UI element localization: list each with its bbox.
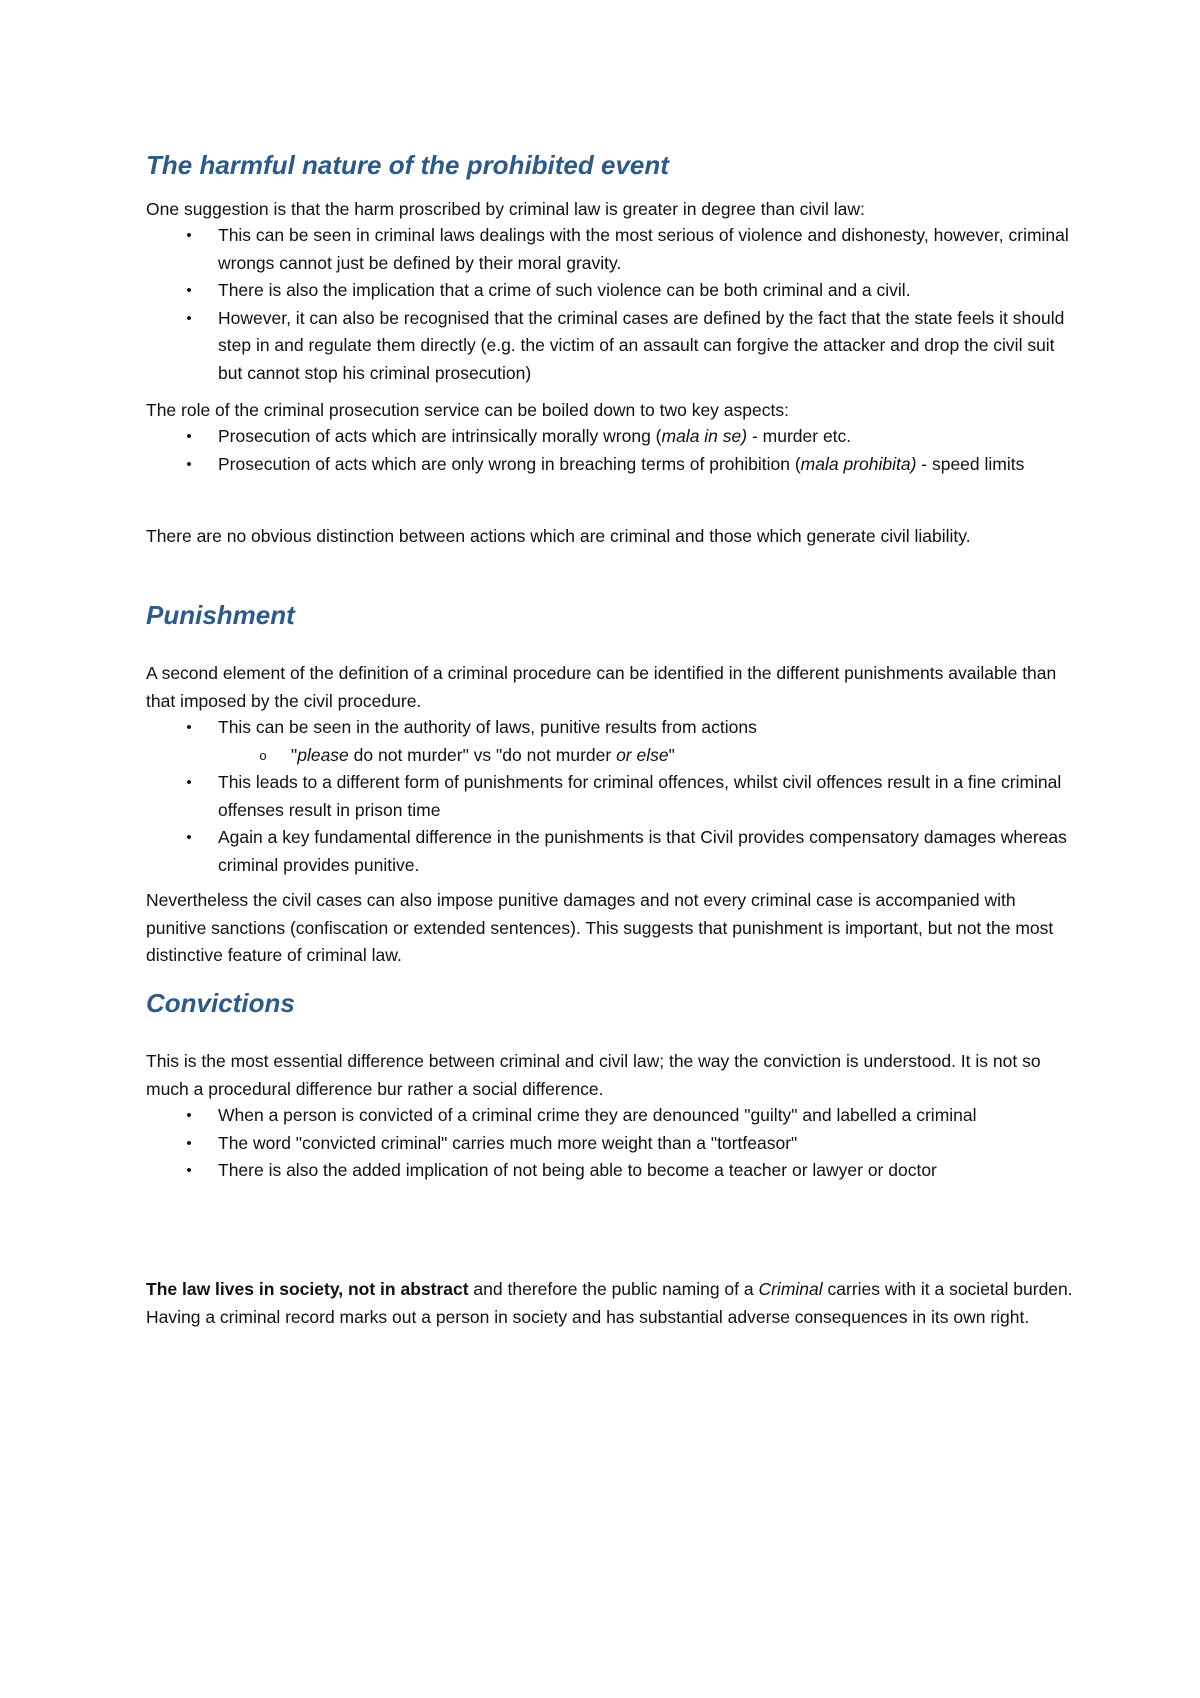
list-item: • Prosecution of acts which are intrinsically morally wrong (mala in se) - murder etc. — [146, 423, 1076, 451]
paragraph: A second element of the definition of a criminal procedure can be identified in the different punishments available than that imposed by the civil procedure. — [146, 663, 1057, 711]
list-item: • This leads to a different form of punishments for criminal offences, whilst civil offences result in a fine criminal offenses result in prison time — [146, 769, 1076, 824]
bullet-icon: • — [186, 227, 192, 244]
section-heading-harm: The harmful nature of the prohibited event — [146, 150, 669, 180]
section-heading-convictions: Convictions — [146, 988, 295, 1018]
bullet-icon: • — [186, 1107, 192, 1124]
bullet-icon: • — [186, 719, 192, 736]
bullet-icon: • — [186, 309, 192, 327]
list-item: • The word "convicted criminal" carries much more weight than a "tortfeasor" — [146, 1130, 1076, 1158]
bullet-icon: • — [186, 1134, 192, 1152]
paragraph: This is the most essential difference between criminal and civil law; the way the conviction is understood. It is not so much a procedural difference bur rather a social difference. — [146, 1051, 1041, 1099]
list-item: • However, it can also be recognised that the criminal cases are defined by the fact that the state feels it should step in and regulate them directly (e.g. the victim of an assault can forgive the attacker and drop the civil suit but cannot stop his criminal prosecution) — [146, 305, 1076, 388]
paragraph: There are no obvious distinction between actions which are criminal and those which generate civil liability. — [146, 526, 971, 546]
list-item: • Again a key fundamental difference in the punishments is that Civil provides compensatory damages whereas criminal provides punitive. — [146, 824, 1076, 879]
list-item: • This can be seen in the authority of laws, punitive results from actions — [146, 714, 1076, 742]
sub-list-item: o "please do not murder" vs "do not murder or else" — [146, 742, 1076, 770]
bullet-icon: • — [186, 282, 192, 299]
bullet-icon: • — [186, 1162, 192, 1179]
closing-paragraph: The law lives in society, not in abstract and therefore the public naming of a Criminal carries with it a societal burden. Having a criminal record marks out a person in society and has substantial adverse consequences in its own right. — [146, 1279, 1073, 1327]
bullet-icon: • — [186, 829, 192, 846]
paragraph: One suggestion is that the harm proscribed by criminal law is greater in degree than civil law: — [146, 199, 865, 219]
bullet-icon: • — [186, 774, 192, 791]
paragraph: Nevertheless the civil cases can also impose punitive damages and not every criminal case is accompanied with punitive sanctions (confiscation or extended sentences). This suggests that punishment is important, but not the most distinctive feature of criminal law. — [146, 890, 1054, 965]
list-item: • Prosecution of acts which are only wrong in breaching terms of prohibition (mala prohibita) - speed limits — [146, 451, 1076, 479]
section-heading-punishment: Punishment — [146, 600, 295, 630]
list-item: • There is also the added implication of not being able to become a teacher or lawyer or doctor — [146, 1157, 1076, 1185]
bullet-icon: • — [186, 428, 192, 445]
bullet-list — [146, 423, 1076, 478]
list-item: • There is also the implication that a crime of such violence can be both criminal and a civil. — [146, 277, 1076, 305]
bullet-icon: • — [186, 455, 192, 473]
paragraph: The role of the criminal prosecution service can be boiled down to two key aspects: — [146, 400, 789, 420]
bullet-list — [146, 1102, 1076, 1185]
bullet-list — [146, 222, 1076, 387]
list-item: • When a person is convicted of a criminal crime they are denounced "guilty" and labelled a criminal — [146, 1102, 1076, 1130]
bullet-list — [146, 714, 1076, 879]
list-item: • This can be seen in criminal laws dealings with the most serious of violence and dishonesty, however, criminal wrongs cannot just be defined by their moral gravity. — [146, 222, 1076, 277]
circle-bullet-icon: o — [259, 747, 267, 763]
